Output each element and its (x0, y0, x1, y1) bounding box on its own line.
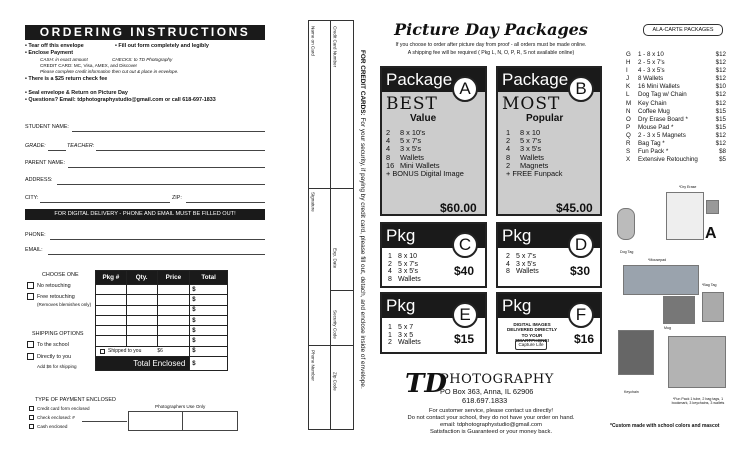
list-item[interactable] (626, 59, 726, 67)
service-line-2: Do not contact your school, they do not have your order on hand. (407, 415, 575, 421)
alacarte-price: $12 (715, 131, 726, 139)
instr-payment: • Enclose Payment (25, 50, 74, 56)
package-a-extra: + BONUS Digital Image (386, 169, 464, 179)
alacarte-price: $15 (715, 107, 726, 115)
total-row: Total Enclosed $ (96, 357, 228, 371)
list-item[interactable] (626, 148, 726, 156)
alacarte-price: $12 (715, 99, 726, 107)
list-item: 1 8 x 10 (506, 128, 541, 137)
free-retouching-label: Free retouching (37, 293, 75, 300)
choose-one-heading: CHOOSE ONE (42, 272, 79, 278)
package-a-tag1: BEST (386, 94, 438, 114)
to-school-option[interactable] (27, 341, 69, 349)
package-f-capture-logo: Capture Life (515, 340, 547, 350)
pay-cc-option[interactable]: Credit card form enclosed (29, 406, 90, 412)
alacarte-desc: Extensive Retouching (638, 156, 698, 164)
exp-date-label: Exp. Date (332, 248, 338, 269)
instr-credit: CREDIT CARD: MC, Visa, AMEX, and Discover (40, 63, 138, 68)
zip-field[interactable] (186, 202, 265, 203)
order-title: ORDERING INSTRUCTIONS (25, 25, 265, 40)
dry-erase-portrait (706, 200, 719, 214)
list-item: 2 8 x 10's (386, 128, 426, 137)
bag-tag-photo (702, 292, 724, 322)
shipping-options-heading: SHIPPING OPTIONS (32, 331, 84, 337)
package-e-items (388, 324, 421, 347)
instr-tear: • Tear off this envelope (25, 43, 84, 49)
package-e[interactable] (380, 292, 487, 354)
parent-name-label: PARENT NAME: (25, 160, 65, 166)
card-number-label: Credit Card Number (332, 26, 338, 68)
grade-field[interactable] (48, 150, 66, 151)
studio-name: PHOTOGRAPHY (440, 372, 554, 387)
table-row[interactable]: $ (96, 285, 228, 295)
package-a-letter: A (452, 76, 478, 102)
alacarte-desc: 16 Mini Wallets (638, 83, 680, 91)
alacarte-price: $15 (715, 115, 726, 123)
list-item[interactable] (626, 132, 726, 140)
mascot-letter: A (705, 225, 717, 242)
alacarte-price: $12 (715, 91, 726, 99)
alacarte-desc: 2 - 5 x 7's (638, 59, 665, 67)
table-row[interactable]: $ (96, 295, 228, 305)
package-e-header: Pkg (382, 294, 485, 318)
alacarte-letter: O (626, 115, 631, 123)
alacarte-letter: X (626, 156, 631, 164)
address-label: ADDRESS: (25, 177, 53, 183)
bag-tag-caption: *Bag Tag (702, 283, 717, 287)
list-item: 2 5 x 7's (506, 253, 537, 260)
photographers-only-label: Photographers Use Only (155, 404, 206, 409)
table-row[interactable]: $ (96, 326, 228, 336)
alacarte-letter: R (626, 140, 631, 148)
package-b-header: Package (498, 68, 600, 92)
shipped-row[interactable]: Shipped to you $6 $ (96, 346, 228, 356)
alacarte-letter: I (626, 67, 628, 75)
list-item: 4 3 x 5's (506, 260, 537, 268)
teacher-label: TEACHER: (67, 143, 95, 149)
to-school-checkbox[interactable] (27, 341, 34, 348)
list-item[interactable] (626, 51, 726, 59)
order-table (95, 270, 228, 371)
no-retouching-checkbox[interactable] (27, 282, 34, 289)
zip-label: ZIP: (172, 195, 182, 201)
studio-address: PO Box 363, Anna, IL 62906 (440, 387, 534, 396)
package-a[interactable] (380, 66, 487, 216)
list-item[interactable] (626, 140, 726, 148)
alacarte-desc: Fun Pack * (638, 148, 669, 156)
email-label: EMAIL: (25, 247, 43, 253)
alacarte-price: $12 (715, 75, 726, 83)
no-retouching-option[interactable] (27, 282, 71, 290)
pay-cash-checkbox[interactable] (29, 424, 34, 429)
alacarte-price: $10 (715, 83, 726, 91)
list-item: 8 Wallets (386, 152, 424, 162)
alacarte-letter: N (626, 107, 631, 115)
alacarte-letter: Q (626, 131, 631, 139)
alacarte-desc: Dog Tag w/ Chain (638, 91, 687, 99)
package-f[interactable] (496, 292, 602, 354)
alacarte-list (626, 51, 726, 164)
directly-label: Directly to you (37, 353, 72, 360)
package-c-items (388, 253, 421, 283)
dry-erase-caption: *Dry Erase (679, 185, 697, 189)
alacarte-price: $12 (715, 59, 726, 67)
instr-credit2: Please complete credit information then cut out & place in envelope. (40, 69, 179, 74)
student-name-field[interactable] (72, 131, 265, 132)
package-c-price: $40 (454, 264, 475, 278)
list-item: 8 Wallets (506, 268, 539, 276)
security-code-label: Security Code (332, 310, 338, 339)
directly-option[interactable] (27, 353, 71, 361)
photographers-box (128, 411, 238, 431)
dry-erase-photo (666, 192, 704, 240)
list-item: 8 Wallets (388, 275, 421, 283)
instr-fill: • Fill out form completely and legibly (115, 43, 209, 49)
package-d-price: $30 (570, 264, 591, 278)
list-item: 2 Magnets (506, 160, 549, 170)
instr-seal: • Seal envelope & Return on Picture Day (25, 90, 128, 96)
list-item: 4 3 x 5's (506, 144, 542, 154)
package-f-letter: F (568, 302, 594, 328)
package-b-tag2: Popular (526, 113, 564, 124)
service-line-3: email: tdphotographystudio@gmail.com (440, 422, 542, 428)
list-item: 1 5 x 7 (388, 324, 414, 331)
packages-title: Picture Day Packages (394, 20, 588, 39)
alacarte-desc: 4 - 3 x 5's (638, 67, 665, 75)
list-item: 4 3 x 5's (386, 144, 422, 154)
alacarte-desc: 2 - 3 x 5 Magnets (638, 131, 686, 139)
city-field[interactable] (40, 202, 170, 203)
alacarte-letter: S (626, 148, 631, 156)
alacarte-price: $12 (715, 140, 726, 148)
alacarte-desc: Mouse Pad * (638, 123, 674, 131)
phone-label: PHONE: (25, 232, 46, 238)
list-item: 2 5 x 7's (388, 260, 419, 268)
pay-cash-option[interactable]: Cash enclosed (29, 424, 67, 430)
package-d-letter: D (568, 232, 594, 258)
mousepad-photo (623, 265, 699, 295)
list-item: 1 8 x 10 (388, 253, 418, 260)
parent-name-field[interactable] (68, 167, 265, 168)
mug-photo (663, 296, 695, 324)
no-retouching-label: No retouching (37, 282, 71, 289)
list-item[interactable] (626, 67, 726, 75)
list-item[interactable] (626, 75, 726, 83)
list-item[interactable] (626, 108, 726, 116)
package-a-price: $60.00 (440, 201, 477, 215)
add-shipping-note: Add $6 for shipping (37, 364, 77, 369)
list-item[interactable] (626, 156, 726, 164)
list-item[interactable] (626, 116, 726, 124)
alacarte-price: $8 (719, 148, 726, 156)
col-total: Total (190, 271, 228, 285)
package-c-letter: C (452, 232, 478, 258)
phone-number-label: Phone Number (310, 350, 316, 381)
list-item: 2 5 x 7's (506, 136, 542, 146)
alacarte-letter: H (626, 59, 631, 67)
alacarte-footnote: *Custom made with school colors and mascot (610, 423, 720, 429)
to-school-label: To the school (37, 341, 69, 348)
package-c[interactable] (380, 222, 487, 288)
dog-tag-caption: Dog Tag (620, 250, 634, 254)
free-retouching-checkbox[interactable] (27, 293, 34, 300)
instr-checks: CHECKS: to TD Photography (112, 57, 173, 62)
alacarte-desc: 8 Wallets (638, 75, 664, 83)
package-e-price: $15 (454, 332, 475, 346)
pay-check-option[interactable]: Check enclosed: # (29, 415, 75, 421)
package-f-digital-note: DIGITAL IMAGES DELIVERED DIRECTLY TO YOUR SMARTPHONE! (506, 322, 558, 344)
zip-code-label: Zip Code (332, 372, 338, 391)
package-b-letter: B (568, 76, 594, 102)
alacarte-desc: 1 - 8 x 10 (638, 51, 664, 58)
city-label: CITY: (25, 195, 39, 201)
package-b-tag1: MOST (502, 94, 561, 114)
alacarte-desc: Dry Erase Board * (638, 115, 688, 123)
alacarte-price: $12 (715, 67, 726, 75)
package-b-items (506, 129, 562, 178)
table-row[interactable]: $ (96, 336, 228, 346)
grade-label: GRADE: (25, 143, 46, 149)
package-b-price: $45.00 (556, 201, 593, 215)
pay-cc-checkbox[interactable] (29, 406, 34, 411)
alacarte-price: $12 (715, 51, 726, 58)
dog-tag-photo (617, 208, 635, 240)
instr-cash: CASH: in exact amount (40, 57, 88, 62)
alacarte-price: $5 (719, 156, 726, 164)
list-item: 16 Mini Wallets (386, 160, 440, 170)
list-item: 4 3 x 5's (388, 268, 419, 276)
package-d[interactable] (496, 222, 602, 288)
instr-questions: • Questions? Email: tdphotographystudio@gmail.com or call 618-697-1833 (25, 97, 216, 103)
alacarte-desc: Bag Tag * (638, 140, 665, 148)
directly-checkbox[interactable] (27, 353, 34, 360)
instr-fee: • There is a $25 return check fee (25, 76, 108, 82)
keychain-photo (618, 330, 654, 375)
blemishes-note: (Removes blemishes only) (37, 302, 92, 307)
list-item[interactable] (626, 91, 726, 99)
package-d-header: Pkg (498, 224, 600, 248)
alacarte-letter: L (626, 91, 630, 99)
packages-subtitle-2: A shipping fee will be required ( Pkg L, N, O, P, R, S not available online) (407, 50, 575, 56)
list-item[interactable] (626, 100, 726, 108)
alacarte-letter: K (626, 83, 631, 91)
name-on-card-label: Name on Card (310, 26, 316, 56)
alacarte-price: $15 (715, 123, 726, 131)
alacarte-title: ALA-CARTE PACKAGES (643, 24, 723, 36)
service-line-1: For customer service, please contact us directly! (428, 408, 554, 414)
alacarte-letter: J (626, 75, 630, 83)
col-qty: Qty. (126, 271, 157, 285)
package-a-header: Package (382, 68, 485, 92)
mug-caption: Mug (664, 326, 671, 330)
package-d-items (506, 253, 539, 276)
email-field[interactable] (48, 254, 265, 255)
col-pkg: Pkg # (96, 271, 127, 285)
packages-subtitle-1: If you choose to order after picture day from proof - all orders must be made online. (395, 42, 587, 48)
alacarte-letter: G (626, 51, 631, 58)
digital-notice: FOR DIGITAL DELIVERY - PHONE AND EMAIL MUST BE FILLED OUT! (25, 209, 265, 220)
signature-label: Signature (310, 192, 316, 212)
address-field[interactable] (57, 184, 265, 185)
mousepad-caption: *Mousepad (648, 258, 667, 262)
package-e-letter: E (452, 302, 478, 328)
table-row[interactable]: $ (96, 305, 228, 315)
package-c-header: Pkg (382, 224, 485, 248)
payment-type-heading: TYPE OF PAYMENT ENCLOSED (35, 397, 116, 403)
list-item: 1 3 x 5 (388, 331, 414, 339)
list-item[interactable] (626, 83, 726, 91)
free-retouching-option[interactable] (27, 293, 75, 301)
alacarte-letter: P (626, 123, 631, 131)
fun-pack-photo (668, 336, 726, 388)
list-item[interactable] (626, 124, 726, 132)
package-b[interactable] (496, 66, 602, 216)
teacher-field[interactable] (96, 150, 265, 151)
list-item: 2 Wallets (388, 339, 421, 347)
package-f-header: Pkg (498, 294, 600, 318)
table-row[interactable]: $ (96, 315, 228, 325)
package-b-extra: + FREE Funpack (506, 169, 563, 179)
package-a-tag2: Value (410, 113, 437, 124)
alacarte-desc: Coffee Mug (638, 107, 670, 115)
student-name-label: STUDENT NAME: (25, 124, 69, 130)
check-number-field[interactable] (82, 421, 127, 422)
credit-instructions: FOR CREDIT CARDS: For your security, if paying by credit card, please fill out, detach, and enclose inside of envelope. (359, 50, 366, 389)
fun-pack-caption: *Fun Pack 1 tube, 2 bag tags, 1 bookmark, 3 keychains, 3 wallets (671, 397, 725, 406)
package-f-price: $16 (574, 332, 595, 346)
alacarte-letter: M (626, 99, 632, 107)
studio-logo: TD (405, 369, 447, 399)
list-item: 4 5 x 7's (386, 136, 422, 146)
phone-field[interactable] (50, 239, 265, 240)
col-price: Price (157, 271, 190, 285)
alacarte-desc: Key Chain (638, 99, 667, 107)
keychain-caption: Keychain (624, 390, 639, 394)
list-item: 8 Wallets (506, 152, 544, 162)
package-a-items (386, 129, 464, 178)
studio-phone: 618.697.1833 (462, 396, 508, 405)
pay-check-checkbox[interactable] (29, 415, 34, 420)
service-line-4: Satisfaction is Guaranteed or your money back. (429, 429, 553, 435)
